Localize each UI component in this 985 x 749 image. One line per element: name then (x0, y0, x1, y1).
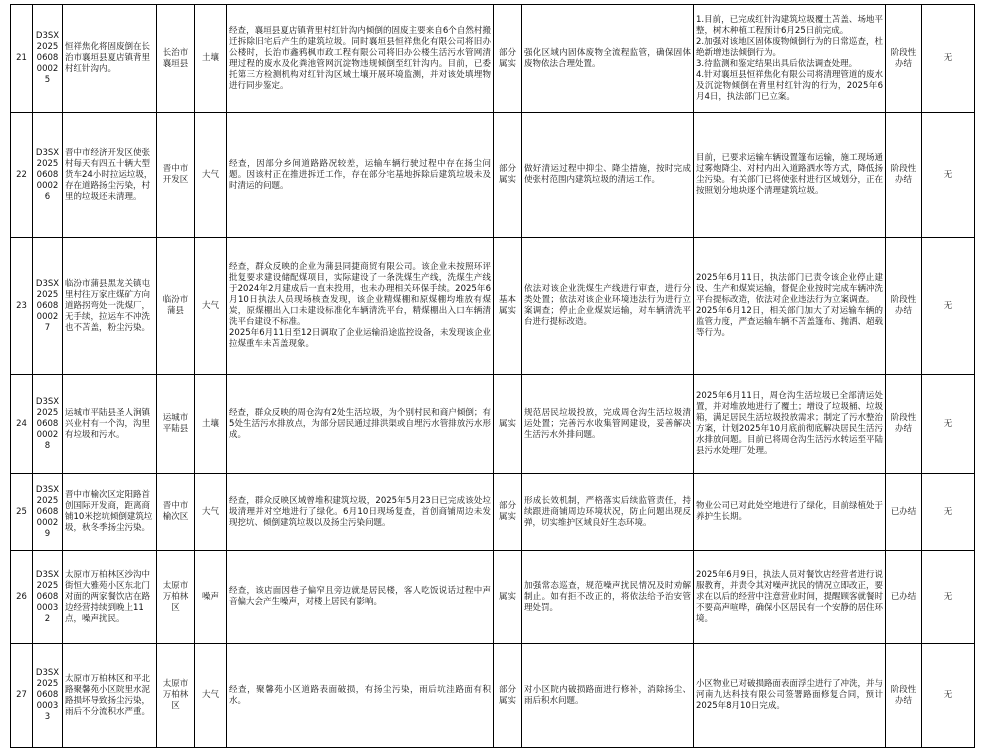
investigation-finding: 经查，群众反映的周仓沟有2处生活垃圾，为个别村民和商户倾倒；有5处生活污水排放点，为部分居民通过排洪渠或自埋污水管排放污水形成。 (227, 375, 494, 474)
verification-verdict: 基本属实 (494, 238, 522, 375)
row-number: 25 (11, 474, 33, 551)
verification-verdict: 部分属实 (494, 113, 522, 238)
issue-description: 运城市平陆县圣人涧镇兴业村有一个沟，沟里有垃圾和污水。 (63, 375, 157, 474)
pollution-type: 大气 (195, 644, 227, 748)
accountability: 无 (922, 5, 975, 113)
verification-verdict: 部分属实 (494, 644, 522, 748)
verification-verdict: 属实 (494, 551, 522, 644)
administrative-area: 临汾市蒲县 (157, 238, 195, 375)
accountability: 无 (922, 551, 975, 644)
issue-description: 晋中市经济开发区使张村每天有四五十辆大型货车24小时拉运垃圾，存在道路扬尘污染，村里的垃圾还未清理。 (63, 113, 157, 238)
verification-verdict: 属实 (494, 375, 522, 474)
issue-description: 太原市万柏林区沙沟中街恒大雅苑小区东北门对面的两家餐饮店在路边经营持续到晚上11点，噪声扰民。 (63, 551, 157, 644)
table-row (11, 551, 975, 644)
administrative-area: 太原市万柏林区 (157, 551, 195, 644)
administrative-area: 晋中市开发区 (157, 113, 195, 238)
issue-description: 太原市万柏林区和平北路聚馨苑小区院里水泥路损坏导致扬尘污染，雨后不分流积水严重。 (63, 644, 157, 748)
rectification-progress: 1.目前，已完成红针沟建筑垃圾覆土苫盖、场地平整，树木种植工程预计6月25日前完成。 2.加强对该地区固体废物倾倒行为的日常巡查，杜绝新增违法倾倒行为。 3.待监测和鉴定结果出具后依法调查处理。 4.针对襄垣县恒祥焦化有限公司将清理管道的废水及沉淀物倾倒在背里村红针沟的行为，2025年6月4日，执法部门已立案。 (694, 5, 886, 113)
case-code: D3SX2025060800032 (33, 551, 63, 644)
accountability: 无 (922, 375, 975, 474)
accountability: 无 (922, 474, 975, 551)
verification-verdict: 部分属实 (494, 5, 522, 113)
issue-description: 临汾市蒲县黑龙关镇屯里村往万家庄煤矿方向道路拐弯处一洗煤厂，无手续，拉运车不冲洗也不苫盖，粉尘污染。 (63, 238, 157, 375)
case-code: D3SX2025060800026 (33, 113, 63, 238)
row-number: 23 (11, 238, 33, 375)
pollution-type: 大气 (195, 113, 227, 238)
pollution-type: 大气 (195, 238, 227, 375)
rectification-progress: 2025年6月11日，周仓沟生活垃圾已全部清运处置，并对堆放地进行了覆土；增设了垃圾桶、垃圾箱，满足居民生活垃圾投放需求；制定了污水整治方案，计划2025年10月底前彻底解决居民生活污水排放问题。目前已将周仓沟生活污水转运至平陆县污水处理厂处理。 (694, 375, 886, 474)
investigation-finding: 经查，群众反映区域曾堆积建筑垃圾，2025年5月23日已完成该处垃圾清理并对空地进行了绿化。6月10日现场复查，首创商铺周边未发现挖坑、倾倒建筑垃圾以及扬尘污染问题。 (227, 474, 494, 551)
case-table (10, 4, 975, 748)
table-row (11, 5, 975, 113)
rectification-progress: 目前，已要求运输车辆设置篷布运输，施工现场通过雾炮降尘、对村内出入道路洒水等方式，降低扬尘污染。有关部门已将使张村进行区域划分，正在按照划分地块逐个清理建筑垃圾。 (694, 113, 886, 238)
rectification-requirement: 规范居民垃圾投放，完成周仓沟生活垃圾清运处置；完善污水收集管网建设，妥善解决生活污水外排问题。 (522, 375, 694, 474)
rectification-progress: 小区物业已对破损路面表面浮尘进行了冲洗，并与河南九达科技有限公司签署路面修复合同，预计2025年8月10日完成。 (694, 644, 886, 748)
case-code: D3SX2025060800029 (33, 474, 63, 551)
row-number: 22 (11, 113, 33, 238)
verification-verdict: 部分属实 (494, 474, 522, 551)
investigation-finding: 经查，该店面因巷子偏窄且旁边就是居民楼，客人吃饭说话过程中声音偏大会产生噪声，对楼上居民有影响。 (227, 551, 494, 644)
rectification-requirement: 依法对该企业洗煤生产线进行审查，进行分类处置；依法对该企业环境违法行为进行立案调查；停止企业煤炭运输，对车辆清洗平台进行提标改造。 (522, 238, 694, 375)
accountability: 无 (922, 113, 975, 238)
administrative-area: 运城市平陆县 (157, 375, 195, 474)
rectification-requirement: 做好清运过程中抑尘、降尘措施，按时完成使张村范围内建筑垃圾的清运工作。 (522, 113, 694, 238)
rectification-requirement: 加强常态巡查，规范噪声扰民情况及时劝解制止。如有拒不改正的，将依法给予治安管理处罚。 (522, 551, 694, 644)
accountability: 无 (922, 644, 975, 748)
pollution-type: 土壤 (195, 375, 227, 474)
pollution-type: 大气 (195, 474, 227, 551)
completion-status: 已办结 (886, 551, 922, 644)
completion-status: 已办结 (886, 474, 922, 551)
table-row (11, 238, 975, 375)
investigation-finding: 经查，群众反映的企业为蒲县同捷商贸有限公司。该企业未按照环评批复要求建设储配煤项目，实际建设了一条洗煤生产线，洗煤生产线于2024年2月建成后一直未投用，也未办理相关环保手续。2025年6月10日执法人员现场核查发现，该企业精煤棚和原煤棚均堆放有煤炭，原煤棚出入口未建设标准化车辆清洗平台，精煤棚出入口车辆清洗平台建设不标准。 2025年6月11日至12日调取了企业运输沿途监控设备，未发现该企业拉煤重车未苫盖现象。 (227, 238, 494, 375)
row-number: 26 (11, 551, 33, 644)
rectification-progress: 物业公司已对此处空地进行了绿化，目前绿植处于养护生长期。 (694, 474, 886, 551)
case-code: D3SX2025060800033 (33, 644, 63, 748)
investigation-finding: 经查，因部分乡间道路路况较差，运输车辆行驶过程中存在扬尘问题。因该村正在推进拆迁工作，存在部分宅基地拆除后建筑垃圾未及时清运的问题。 (227, 113, 494, 238)
administrative-area: 晋中市榆次区 (157, 474, 195, 551)
issue-description: 晋中市榆次区定阳路首创国际开发商，距离商铺10米挖坑倾倒建筑垃圾，秋冬季扬尘污染。 (63, 474, 157, 551)
pollution-type: 土壤 (195, 5, 227, 113)
case-code: D3SX2025060800027 (33, 238, 63, 375)
administrative-area: 长治市襄垣县 (157, 5, 195, 113)
completion-status: 阶段性办结 (886, 5, 922, 113)
case-code: D3SX2025060800025 (33, 5, 63, 113)
row-number: 27 (11, 644, 33, 748)
table-row (11, 644, 975, 748)
row-number: 24 (11, 375, 33, 474)
row-number: 21 (11, 5, 33, 113)
completion-status: 阶段性办结 (886, 644, 922, 748)
table-row (11, 375, 975, 474)
pollution-type: 噪声 (195, 551, 227, 644)
rectification-progress: 2025年6月11日，执法部门已责令该企业停止建设、生产和煤炭运输，督促企业按时完成车辆冲洗平台提标改造，依法对企业违法行为立案调查。 2025年6月12日，相关部门加大了对运输车辆的监管力度，严查运输车辆不苫盖篷布、抛洒、超载等行为。 (694, 238, 886, 375)
table-row (11, 474, 975, 551)
rectification-requirement: 强化区域内固体废物全流程监管，确保固体废物依法合理处置。 (522, 5, 694, 113)
completion-status: 阶段性办结 (886, 113, 922, 238)
case-code: D3SX2025060800028 (33, 375, 63, 474)
rectification-progress: 2025年6月9日，执法人员对餐饮店经营者进行说服教育，并责令其对噪声扰民的情况立即改正，要求在以后的经营中注意营业时间，提醒顾客就餐时不要高声喧哗，确保小区居民有一个安静的居住环境。 (694, 551, 886, 644)
accountability: 无 (922, 238, 975, 375)
administrative-area: 太原市万柏林区 (157, 644, 195, 748)
rectification-requirement: 对小区院内破损路面进行修补，消除扬尘、雨后积水问题。 (522, 644, 694, 748)
issue-description: 恒祥焦化将固废倒在长治市襄垣县夏店镇背里村红针沟内。 (63, 5, 157, 113)
table-row (11, 113, 975, 238)
rectification-requirement: 形成长效机制，严格落实后续监管责任，持续跟进商铺周边环境状况，防止问题出现反弹，切实维护区域良好生态环境。 (522, 474, 694, 551)
investigation-finding: 经查，襄垣县夏店镇背里村红针沟内倾倒的固废主要来自6个自然村搬迁拆除旧宅后产生的建筑垃圾。同时襄垣县恒祥焦化有限公司将旧办公楼时，长治市鑫鸦枫市政工程有限公司将旧办公楼生活污水管网清理过程的废水及化粪池管网沉淀物违规倾倒至红针沟内。目前，已委托第三方检测机构对红针沟区域土壤开展环境监测，并对该处填埋物进行同步鉴定。 (227, 5, 494, 113)
completion-status: 阶段性办结 (886, 238, 922, 375)
investigation-finding: 经查，聚馨苑小区道路表面破损，有扬尘污染，雨后坑洼路面有积水。 (227, 644, 494, 748)
completion-status: 阶段性办结 (886, 375, 922, 474)
